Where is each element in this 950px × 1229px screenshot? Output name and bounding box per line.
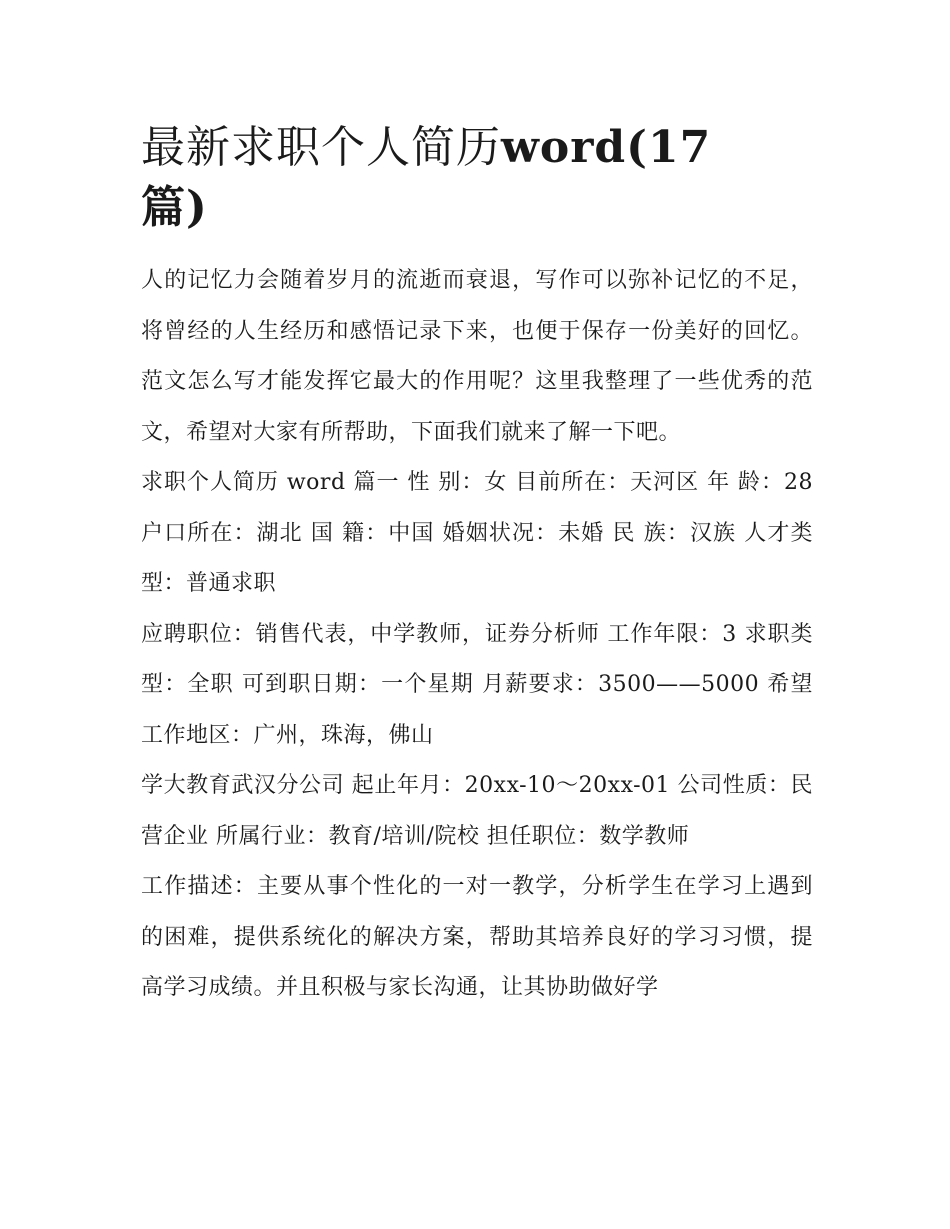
resume-work-experience: 学大教育武汉分公司 起止年月：20xx-10～20xx-01 公司性质：民营企业 所属行业：教育/培训/院校 担任职位：数学教师 xyxy=(141,773,813,849)
resume-job-intention: 应聘职位：销售代表，中学教师，证券分析师 工作年限：3 求职类型：全职 可到职日期：一个星期 月薪要求：3500——5000 希望工作地区：广州，珠海，佛山 xyxy=(141,621,813,748)
resume-basic-info: 求职个人简历 word 篇一 性 别：女 目前所在：天河区 年 龄：28 户口所在：湖北 国 籍：中国 婚姻状况：未婚 民 族：汉族 人才类型：普通求职 xyxy=(141,470,813,596)
resume-work-description: 工作描述：主要从事个性化的一对一教学，分析学生在学习上遇到的困难，提供系统化的解决方案，帮助其培养良好的学习习惯，提高学习成绩。并且积极与家长沟通，让其协助做好学 xyxy=(141,874,813,1000)
title-latin: word(17 xyxy=(501,122,712,173)
document-title xyxy=(141,118,741,238)
title-cjk: 最新求职个人简历 xyxy=(141,122,501,173)
intro-paragraph: 人的记忆力会随着岁月的流逝而衰退，写作可以弥补记忆的不足，将曾经的人生经历和感悟记录下来，也便于保存一份美好的回忆。范文怎么写才能发挥它最大的作用呢？这里我整理了一些优秀的范文，希望对大家有所帮助，下面我们就来了解一下吧。 xyxy=(141,268,813,445)
title-line2: 篇) xyxy=(141,182,208,233)
document-page xyxy=(141,118,813,1014)
